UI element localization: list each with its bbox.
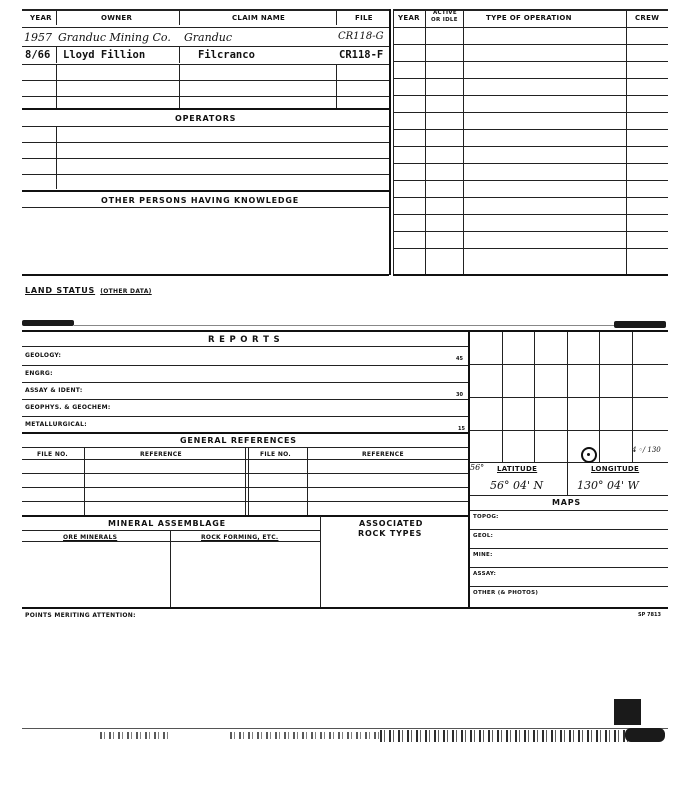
scan-noise-middle [230, 732, 380, 739]
associated-rock-types-bottom: ROCK TYPES [358, 529, 423, 538]
ops-header-or-idle: OR IDLE [431, 17, 458, 23]
claim-row-2-owner: Lloyd Fillion [63, 49, 146, 61]
land-status-sub: (OTHER DATA) [100, 288, 152, 295]
latitude-value: 56° 04' N [490, 479, 544, 492]
form-number: SP 7813 [638, 612, 661, 618]
claim-row-2-file: CR118-F [339, 49, 384, 61]
rock-forming-label: ROCK FORMING, ETC. [201, 534, 279, 541]
header-year: YEAR [30, 14, 52, 22]
land-status [25, 278, 152, 297]
other-persons-title: OTHER PERSONS HAVING KNOWLEDGE [101, 196, 299, 205]
maps-topog: TOPOG: [473, 514, 499, 520]
genref-header-file-no-2: FILE NO. [260, 451, 292, 458]
report-geology-num: 45 [456, 356, 463, 362]
scan-smudge-right [614, 321, 666, 328]
scan-dark-spot [625, 728, 665, 742]
scan-noise-right [380, 730, 650, 742]
longitude-value: 130° 04' W [577, 479, 639, 492]
report-engrg-label: ENGRG: [25, 370, 53, 377]
header-owner: OWNER [101, 14, 133, 22]
scan-smudge-left [22, 320, 74, 326]
maps-mine: MINE: [473, 552, 493, 558]
ops-header-year: YEAR [398, 14, 420, 22]
report-geophys-label: GEOPHYS. & GEOCHEM: [25, 404, 111, 411]
genref-header-reference-2: REFERENCE [362, 451, 404, 458]
header-claim-name: CLAIM NAME [232, 14, 286, 22]
claim-row-2-year: 8/66 [25, 49, 51, 61]
claim-row-1-file: CR118-G [338, 31, 384, 42]
header-file: FILE [355, 14, 373, 22]
scan-dark-block [614, 699, 641, 725]
report-geology-label: GEOLOGY: [25, 352, 62, 359]
scan-noise-left [100, 732, 170, 739]
ops-header-active: ACTIVE [433, 10, 457, 16]
report-metallurgical-num: 15 [458, 426, 465, 432]
reports-title: R E P O R T S [208, 335, 281, 345]
general-references-title: GENERAL REFERENCES [180, 436, 297, 445]
maps-geol: GEOL: [473, 533, 494, 539]
circle-mark-icon [581, 447, 597, 463]
maps-assay: ASSAY: [473, 571, 497, 577]
ore-minerals-label: ORE MINERALS [63, 534, 118, 541]
scan-edge-line [22, 728, 668, 729]
associated-rock-types-top: ASSOCIATED [359, 519, 424, 528]
report-assay-num: 30 [456, 392, 463, 398]
latitude-label: LATITUDE [497, 465, 538, 473]
ops-header-type: TYPE OF OPERATION [486, 14, 572, 22]
longitude-label: LONGITUDE [591, 465, 640, 473]
claim-row-1-owner: Granduc Mining Co. [58, 31, 171, 44]
claim-row-1-claim-name: Granduc [184, 31, 232, 44]
claim-row-1-year: 1957 [24, 31, 52, 44]
land-status-label: LAND STATUS [25, 286, 96, 295]
points-meriting-attention: POINTS MERITING ATTENTION: [25, 612, 136, 619]
report-assay-label: ASSAY & IDENT: [25, 387, 83, 394]
mineral-title: MINERAL ASSEMBLAGE [108, 519, 226, 528]
maps-other: OTHER (& PHOTOS) [473, 590, 539, 596]
map-ref-note: 4 ◦/ 130 [632, 446, 661, 454]
lat-prefix: 56° [470, 463, 485, 472]
claim-row-2-claim-name: Filcranco [198, 49, 255, 61]
report-metallurgical-label: METALLURGICAL: [25, 421, 87, 428]
genref-header-file-no-1: FILE NO. [37, 451, 69, 458]
ops-header-crew: CREW [635, 14, 660, 22]
genref-header-reference-1: REFERENCE [140, 451, 182, 458]
maps-title: MAPS [552, 498, 581, 507]
operators-title: OPERATORS [175, 114, 237, 123]
